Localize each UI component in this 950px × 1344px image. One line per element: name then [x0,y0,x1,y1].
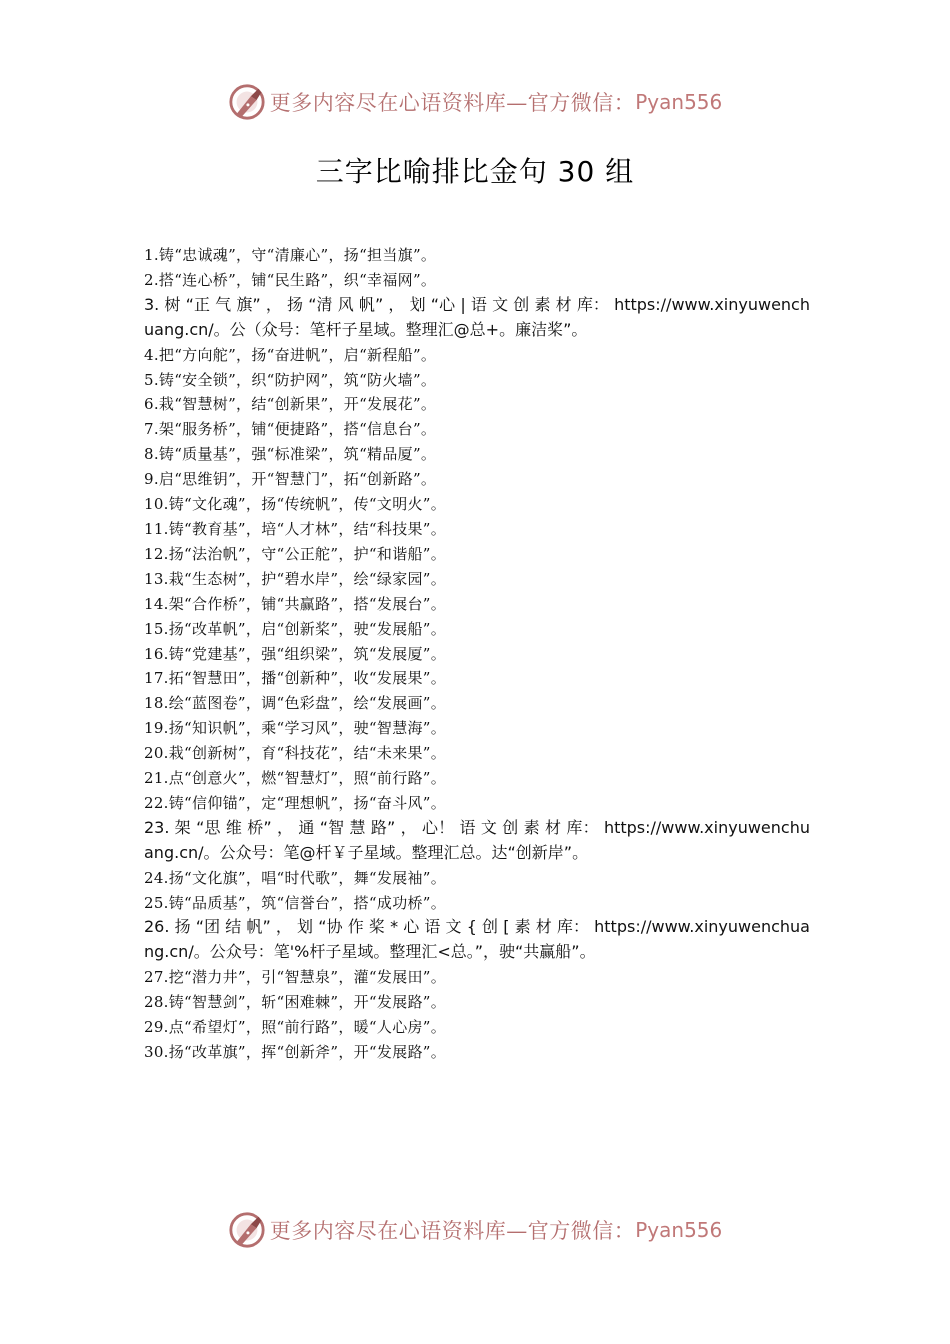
list-item: 27.挖“潜力井”，引“智慧泉”，灌“发展田”。 [144,968,447,987]
list-item: 25.铸“品质基”，筑“信誉台”，搭“成功桥”。 [144,893,447,912]
list-item: 7.架“服务桥”，铺“便捷路”，搭“信息台”。 [144,420,437,439]
list-item: 13.栽“生态树”，护“碧水岸”，绘“绿家园”。 [144,569,447,588]
list-item: 6.栽“智慧树”，结“创新果”，开“发展花”。 [144,395,437,414]
list-item: 29.点“希望灯”，照“前行路”，暖“人心房”。 [144,1018,447,1037]
banner-text: 更多内容尽在心语资料库—官方微信： [269,91,636,115]
list-item: 5.铸“安全锁”，织“防护网”，筑“防火墙”。 [144,370,437,389]
pen-nib-logo-icon [228,83,266,121]
list-item: 28.铸“智慧剑”，斩“困难棘”，开“发展路”。 [144,993,447,1012]
page-title: 三字比喻排比金句 30 组 [315,155,635,188]
list-item: 17.拓“智慧田”，播“创新种”，收“发展果”。 [144,669,447,688]
list-item: 22.铸“信仰锚”，定“理想帆”，扬“奋斗风”。 [144,793,447,812]
list-item: 3. 树 “正 气 旗” ， 扬 “清 风 帆” ， 划 “心 | 语 文 创 素 材 库： https://www.xinyuwenchuang.cn/。公（众号：笔杆子星域。整理汇@总+。廉洁桨”。 [144,294,810,339]
list-item: 11.铸“教育基”，培“人才林”，结“科技果”。 [144,519,447,538]
list-item: 4.把“方向舵”，扬“奋进帆”，启“新程船”。 [144,345,437,364]
list-item: 19.扬“知识帆”，乘“学习风”，驶“智慧海”。 [144,719,447,738]
wechat-id: Pyan556 [635,90,723,114]
list-item: 24.扬“文化旗”，唱“时代歌”，舞“发展袖”。 [144,868,447,887]
list-item: 9.启“思维钥”，开“智慧门”，拓“创新路”。 [144,470,437,489]
wechat-id: Pyan556 [635,1218,723,1242]
list-item: 2.搭“连心桥”，铺“民生路”，织“幸福网”。 [144,270,437,289]
list-item: 21.点“创意火”，燃“智慧灯”，照“前行路”。 [144,769,447,788]
list-item: 8.铸“质量基”，强“标准梁”，筑“精品厦”。 [144,445,437,464]
list-item: 26. 扬 “团 结 帆” ， 划 “协 作 桨 * 心 语 文 { 创 [ 素 材 库： https://www.xinyuwenchuang.cn/。公众号：笔'%杆子星域。整理汇<总。”，驶“共赢船”。 [144,917,810,962]
header-banner [0,80,950,124]
sentence-list [144,243,810,1065]
pen-nib-logo-icon [228,1211,266,1249]
list-item: 20.栽“创新树”，育“科技花”，结“未来果”。 [144,744,447,763]
list-item: 14.架“合作桥”，铺“共赢路”，搭“发展台”。 [144,594,447,613]
banner-text: 更多内容尽在心语资料库—官方微信： [269,1219,636,1243]
list-item: 15.扬“改革帆”，启“创新桨”，驶“发展船”。 [144,619,447,638]
list-item: 12.扬“法治帆”，守“公正舵”，护“和谐船”。 [144,544,447,563]
list-item: 10.铸“文化魂”，扬“传统帆”，传“文明火”。 [144,495,447,514]
list-item: 23. 架 “思 维 桥” ， 通 “智 慧 路” ， 心！ 语 文 创 素 材 库： https://www.xinyuwenchuang.cn/。公众号：笔@杆￥子星域。整理汇总。达“创新岸”。 [144,817,810,862]
list-item: 18.绘“蓝图卷”，调“色彩盘”，绘“发展画”。 [144,694,447,713]
footer-banner [0,1208,950,1252]
list-item: 1.铸“忠诚魂”，守“清廉心”，扬“担当旗”。 [144,246,437,264]
list-item: 30.扬“改革旗”，挥“创新斧”，开“发展路”。 [144,1043,447,1061]
list-item: 16.铸“党建基”，强“组织梁”，筑“发展厦”。 [144,644,447,663]
